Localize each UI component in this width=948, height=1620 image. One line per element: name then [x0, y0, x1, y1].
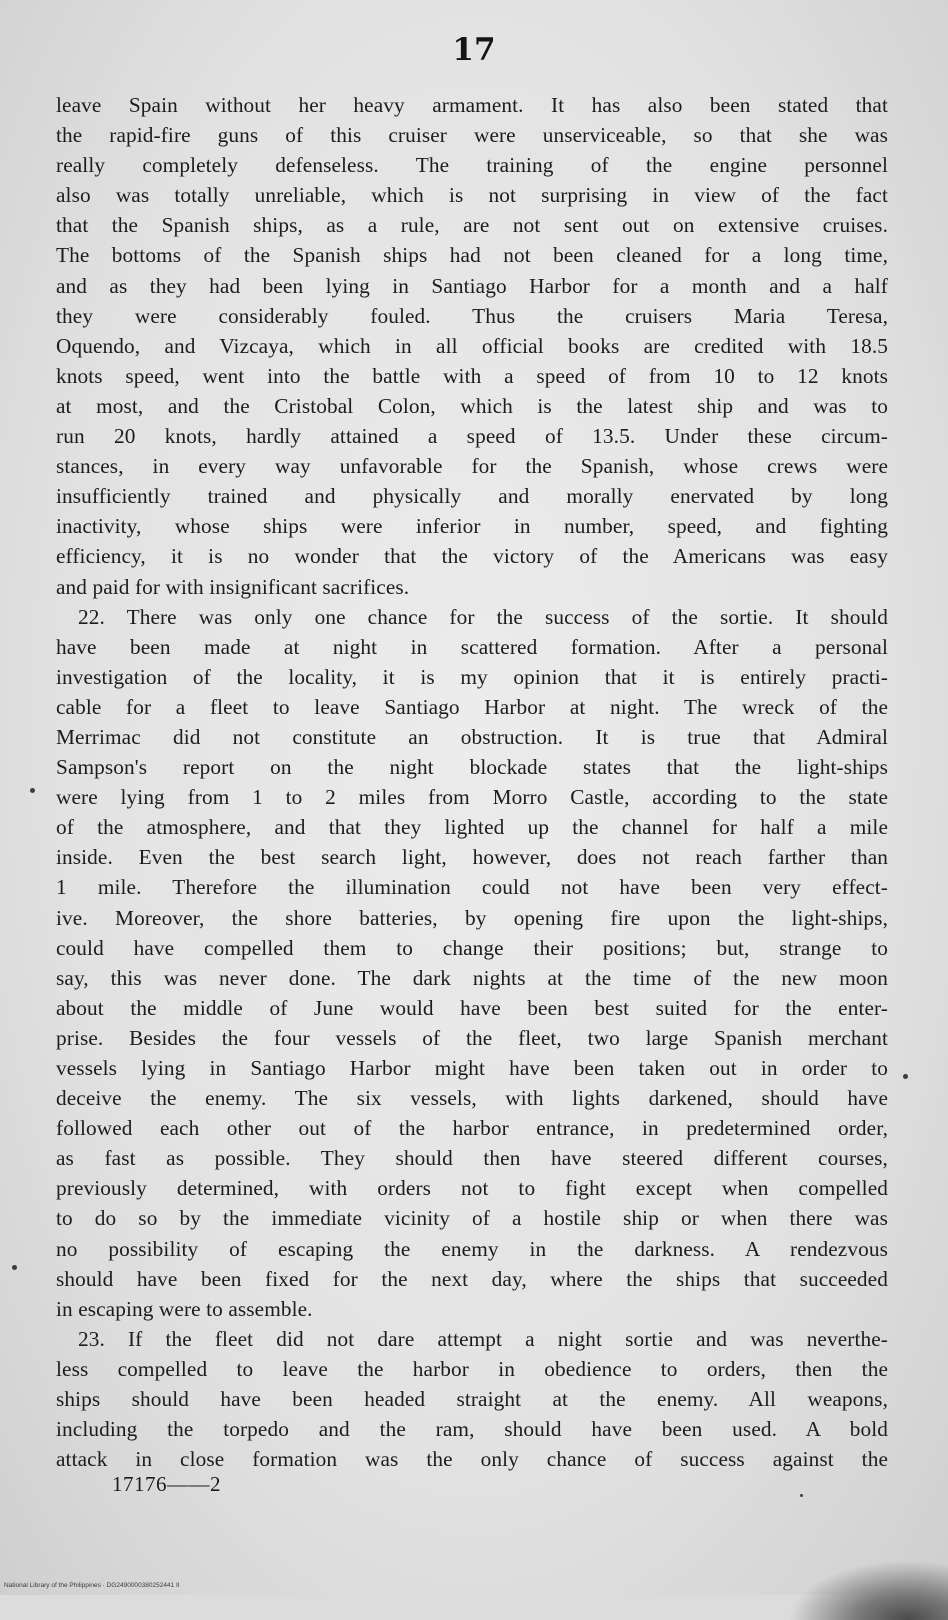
text-line: they were considerably fouled. Thus the cruisers Maria Teresa,	[56, 303, 888, 328]
text-line: to do so by the immediate vicinity of a hostile ship or when there was	[56, 1206, 888, 1231]
text-line: Merrimac did not constitute an obstruction. It is true that Admiral	[56, 724, 888, 749]
text-line: as fast as possible. They should then have steered different courses,	[56, 1146, 888, 1171]
text-line: leave Spain without her heavy armament. It has also been stated that	[56, 93, 888, 117]
scan-speck	[30, 788, 35, 793]
text-line: have been made at night in scattered formation. After a personal	[56, 634, 888, 659]
text-line: could have compelled them to change their positions; but, strange to	[56, 935, 888, 960]
text-line: say, this was never done. The dark nights at the time of the new moon	[56, 965, 888, 990]
text-line: in escaping were to assemble.	[56, 1296, 313, 1321]
text-line: attack in close formation was the only chance of success against the	[56, 1447, 888, 1472]
text-line: inactivity, whose ships were inferior in number, speed, and fighting	[56, 514, 888, 539]
text-line: the rapid-fire guns of this cruiser were unserviceable, so that she was	[56, 123, 888, 148]
text-line: previously determined, with orders not to fight except when compelled	[56, 1176, 888, 1201]
signature-mark: 17176——2	[112, 1472, 221, 1496]
text-line: insufficiently trained and physically and morally enervated by long	[56, 484, 888, 509]
text-line: efficiency, it is no wonder that the victory of the Americans was easy	[56, 544, 888, 569]
scan-speck	[12, 1265, 17, 1270]
text-line: ive. Moreover, the shore batteries, by opening fire upon the light-ships,	[56, 905, 888, 930]
text-line: cable for a fleet to leave Santiago Harbor at night. The wreck of the	[56, 694, 888, 719]
body-text	[56, 90, 888, 1474]
scan-speck	[800, 1494, 803, 1497]
text-line: followed each other out of the harbor entrance, in predetermined order,	[56, 1116, 888, 1141]
scan-speck	[903, 1074, 908, 1079]
text-line: The bottoms of the Spanish ships had not been cleaned for a long time,	[56, 243, 888, 268]
page-number: 17	[452, 32, 496, 68]
text-line: also was totally unreliable, which is not surprising in view of the fact	[56, 183, 888, 208]
text-line: and paid for with insignificant sacrifices.	[56, 574, 410, 599]
text-line: stances, in every way unfavorable for the Spanish, whose crews were	[56, 454, 888, 479]
text-line: about the middle of June would have been best suited for the enter-	[56, 995, 888, 1020]
text-line: vessels lying in Santiago Harbor might have been taken out in order to	[56, 1056, 888, 1080]
corner-shadow	[788, 1560, 948, 1620]
text-line: should have been fixed for the next day, where the ships that succeeded	[56, 1266, 888, 1291]
text-line: were lying from 1 to 2 miles from Morro Castle, according to the state	[56, 785, 888, 810]
text-line: that the Spanish ships, as a rule, are not sent out on extensive cruises.	[56, 213, 888, 238]
library-stamp: National Library of the Philippines · DG2490000380252441 II	[4, 1582, 180, 1589]
text-line: prise. Besides the four vessels of the fleet, two large Spanish merchant	[56, 1025, 888, 1050]
text-line: knots speed, went into the battle with a speed of from 10 to 12 knots	[56, 363, 888, 388]
text-line: including the torpedo and the ram, should have been used. A bold	[56, 1417, 888, 1442]
text-line: investigation of the locality, it is my opinion that it is entirely practi-	[56, 664, 888, 689]
text-line: of the atmosphere, and that they lighted up the channel for half a mile	[56, 815, 888, 840]
text-line: inside. Even the best search light, however, does not reach farther than	[56, 845, 888, 870]
paragraph-22-start: 22. There was only one chance for the success of the sortie. It should	[78, 604, 888, 629]
text-line: at most, and the Cristobal Colon, which is the latest ship and was to	[56, 393, 888, 418]
text-line: really completely defenseless. The training of the engine personnel	[56, 153, 888, 178]
paragraph-23-start: 23. If the fleet did not dare attempt a night sortie and was neverthe-	[78, 1326, 888, 1351]
text-line: and as they had been lying in Santiago Harbor for a month and a half	[56, 273, 888, 298]
text-line: less compelled to leave the harbor in obedience to orders, then the	[56, 1356, 888, 1381]
text-line: run 20 knots, hardly attained a speed of 13.5. Under these circum-	[56, 424, 888, 449]
text-line: deceive the enemy. The six vessels, with lights darkened, should have	[56, 1086, 888, 1111]
text-line: ships should have been headed straight at the enemy. All weapons,	[56, 1387, 888, 1412]
text-line: Oquendo, and Vizcaya, which in all official books are credited with 18.5	[56, 333, 888, 358]
text-line: no possibility of escaping the enemy in the darkness. A rendezvous	[56, 1236, 888, 1261]
text-line: Sampson's report on the night blockade states that the light-ships	[56, 755, 888, 780]
text-line: 1 mile. Therefore the illumination could not have been very effect-	[56, 875, 888, 900]
